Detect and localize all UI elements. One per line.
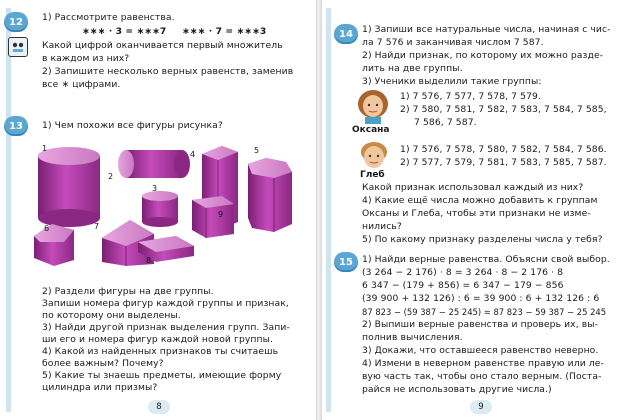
left-page-number: [148, 400, 170, 414]
task-14-line-4: лить на две группы.: [362, 63, 463, 74]
task-13-line1: 1) Чем похожи все фигуры рисунка?: [42, 120, 223, 131]
task-15-line-10: вую часть так, чтобы оно стало верным. (Поста-: [362, 371, 602, 382]
task-13-badge: [4, 116, 28, 136]
oksana-name: Оксана: [352, 125, 390, 135]
left-margin-bar: [6, 8, 11, 412]
task-13-after-5: ши его и номера фигур каждой новой группы.: [42, 334, 274, 345]
figure-label-1: 1: [42, 144, 48, 153]
task-13-after-3: по которому они выделены.: [42, 310, 181, 321]
figure-label-7: 7: [94, 222, 100, 231]
shape-cylinder-small: [142, 191, 178, 227]
gleb-avatar: [358, 140, 390, 172]
task-13-after-8: 5) Какие ты знаешь предметы, имеющие форму: [42, 370, 282, 381]
task-12-line2: Какой цифрой оканчивается первый множитель: [42, 40, 283, 51]
task-14-number: 14: [339, 28, 353, 40]
task-14-line-1: 1) Запиши все натуральные числа, начиная с чис-: [362, 24, 611, 35]
task-15-line-4: (39 900 + 132 126) : 6 = 39 900 : 6 + 132 126 : 6: [362, 293, 600, 304]
task-13-after-9: цилиндра или призмы?: [42, 382, 158, 393]
task-14-badge: [334, 24, 358, 44]
task-12-number: 12: [9, 16, 23, 28]
task-15-number: 15: [339, 256, 353, 268]
task-13-after-7: более важным? Почему?: [42, 358, 164, 369]
right-margin-bar: [326, 8, 331, 412]
puzzle-icon: [8, 37, 28, 57]
task-12-line3: в каждом из них?: [42, 53, 130, 64]
shape-cylinder-horizontal: [118, 150, 190, 178]
left-page-number-text: 8: [156, 402, 162, 412]
figure-label-5: 5: [254, 146, 260, 155]
shapes-figure: [30, 138, 306, 268]
task-14-after-4: нились?: [362, 221, 402, 232]
gleb-name: Глеб: [360, 170, 385, 180]
oksana-line-3: 7 586, 7 587.: [414, 117, 477, 128]
gleb-line-1: 1) 7 576, 7 578, 7 580, 7 582, 7 584, 7 586.: [400, 144, 607, 155]
task-12-badge: [4, 12, 28, 32]
figure-label-3: 3: [152, 184, 158, 193]
task-13-number: 13: [9, 120, 23, 132]
task-14-after-5: 5) По какому признаку разделены числа у тебя?: [362, 234, 603, 245]
task-15-line-2: (3 264 − 2 176) · 8 = 3 264 · 8 − 2 176 · 8: [362, 267, 564, 278]
task-12-line4: 2) Запишите несколько верных равенств, заменив: [42, 66, 294, 77]
figure-label-6: 6: [44, 224, 50, 233]
figure-label-9: 9: [218, 210, 224, 219]
oksana-avatar: [356, 88, 390, 124]
figure-label-2: 2: [108, 172, 114, 181]
shape-cylinder-large: [38, 147, 100, 227]
task-15-line-3: 6 347 − (179 + 856) = 6 347 − 179 − 856: [362, 280, 564, 291]
task-15-line-8: 3) Докажи, что оставшееся равенство неверно.: [362, 345, 599, 356]
task-14-line-3: 2) Найди признак, по которому их можно разде-: [362, 50, 604, 61]
task-13-after-1: 2) Раздели фигуры на две группы.: [42, 286, 214, 297]
task-14-line-5: 3) Ученики выделили такие группы:: [362, 76, 542, 87]
right-page-number: [470, 400, 492, 414]
figure-label-4: 4: [190, 150, 196, 159]
task-12-equation2: ∗∗∗ · 7 = ∗∗∗3: [182, 26, 267, 37]
right-page-number-text: 9: [478, 402, 484, 412]
task-15-badge: [334, 252, 358, 272]
task-15-line-9: 4) Измени в неверном равенстве правую или ле-: [362, 358, 604, 369]
task-14-line-2: ла 7 576 и заканчивая числом 7 587.: [362, 37, 544, 48]
task-12-line1: 1) Рассмотрите равенства.: [42, 12, 175, 23]
left-page: [0, 0, 316, 420]
task-12-equation1: ∗∗∗ · 3 = ∗∗∗7: [82, 26, 167, 37]
task-13-after-6: 4) Какой из найденных признаков ты считаешь: [42, 346, 279, 357]
task-13-after-4: 3) Найди другой признак выделения групп. Запи-: [42, 322, 290, 333]
task-15-line-6: 2) Выпиши верные равенства и проверь их, вы-: [362, 319, 599, 330]
gleb-line-2: 2) 7 577, 7 579, 7 581, 7 583, 7 585, 7 587.: [400, 157, 607, 168]
figure-label-8: 8: [146, 256, 152, 265]
oksana-line-2: 2) 7 580, 7 581, 7 582, 7 583, 7 584, 7 585,: [400, 104, 607, 115]
task-13-after-2: Запиши номера фигур каждой группы и признак,: [42, 298, 289, 309]
shape-hex-prism: [248, 158, 292, 232]
task-15-line-7: полнив вычисления.: [362, 332, 463, 343]
oksana-line-1: 1) 7 576, 7 577, 7 578, 7 579.: [400, 91, 542, 102]
right-page: [322, 0, 638, 420]
task-15-line-5: 87 823 − (59 387 − 25 245) = 87 823 − 59 387 − 25 245: [362, 307, 607, 317]
task-15-line-1: 1) Найди верные равенства. Объясни свой выбор.: [362, 254, 610, 265]
task-12-line5: все ∗ цифрами.: [42, 79, 121, 90]
task-14-after-1: Какой признак использовал каждый из них?: [362, 182, 584, 193]
shape-pentagon-prism: [34, 224, 74, 266]
task-15-line-11: райся не использовать другие числа.): [362, 384, 552, 395]
task-14-after-3: Оксаны и Глеба, чтобы эти признаки не изме-: [362, 208, 591, 219]
task-14-after-2: 4) Какие ещё числа можно добавить к группам: [362, 195, 598, 206]
shape-cube: [192, 196, 234, 238]
